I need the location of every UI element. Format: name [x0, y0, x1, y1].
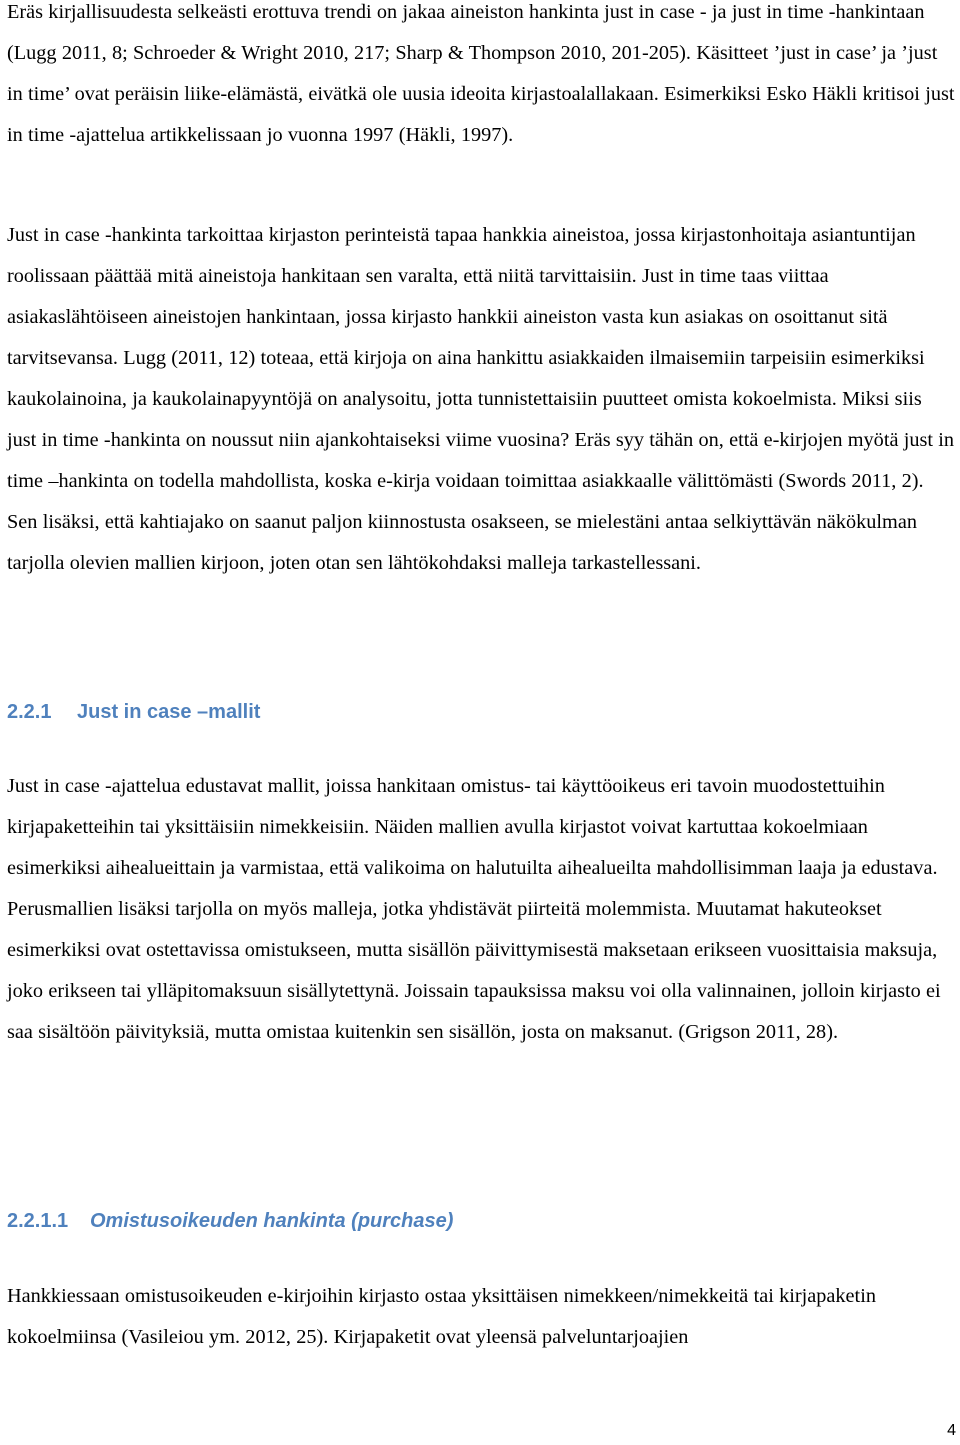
body-paragraph-purchase: Hankkiessaan omistusoikeuden e-kirjoihin kirjasto ostaa yksittäisen nimekkeen/nimekkeitä tai kirjapaketin kokoelmiinsa (Vasileiou ym. 2012, 25). Kirjapaketit ovat yleensä palveluntarjoajien	[7, 1285, 876, 1348]
page-number: 4	[947, 1422, 956, 1439]
section-number: 2.2.1	[7, 701, 52, 723]
subsection-heading-purchase	[7, 1207, 453, 1235]
body-paragraph-just-in-case-models: Just in case -ajattelua edustavat mallit, joissa hankitaan omistus- tai käyttöoikeus eri tavoin muodostettuihin kirjapaketteihin tai yksittäisiin nimekkeisiin. Näiden mallien avulla kirjastot voivat kartuttaa kokoelmiaan esimerkiksi aihealueittain ja varmistaa, että valikoima on halutuilta aihealueilta mahdollisimman laaja ja edustava. Perusmallien lisäksi tarjolla on myös malleja, jotka yhdistävät piirteitä molemmista. Muutamat hakuteokset esimerkiksi ovat ostettavissa omistukseen, mutta sisällön päivittymisestä maksetaan erikseen vuosittaisia maksuja, joko erikseen tai ylläpitomaksuun sisällytettynä. Joissain tapauksissa maksu voi olla valinnainen, jolloin kirjasto ei saa sisältöön päivityksiä, mutta omistaa kuitenkin sen sisällön, josta on maksanut. (Grigson 2011, 28).	[7, 775, 941, 1043]
subsection-title: Omistusoikeuden hankinta (purchase)	[90, 1210, 454, 1232]
body-paragraph-just-in-case-definition: Just in case -hankinta tarkoittaa kirjaston perinteistä tapaa hankkia aineistoa, jossa kirjastonhoitaja asiantuntijan roolissaan päättää mitä aineistoja hankitaan sen varalta, että niitä tarvittaisiin. Just in time taas viittaa asiakaslähtöiseen aineistojen hankintaan, jossa kirjasto hankkii aineiston vasta kun asiakas on osoittanut sitä tarvitsevansa. Lugg (2011, 12) toteaa, että kirjoja on aina hankittu asiakkaiden ilmaisemiin tarpeisiin esimerkiksi kaukolainoina, ja kaukolainapyyntöjä on analysoitu, jotta tunnistettaisiin puutteet omista kokoelmista. Miksi siis just in time -hankinta on noussut niin ajankohtaiseksi viime vuosina? Eräs syy tähän on, että e-kirjojen myötä just in time –hankinta on todella mahdollista, koska e-kirja voidaan toimittaa asiakkaalle välittömästi (Swords 2011, 2). Sen lisäksi, että kahtiajako on saanut paljon kiinnostusta osakseen, se mielestäni antaa selkiyttävän näkökulman tarjolla olevien mallien kirjoon, joten otan sen lähtökohdaksi malleja tarkastellessani.	[7, 224, 955, 574]
section-heading-just-in-case-models	[7, 698, 260, 726]
subsection-number: 2.2.1.1	[7, 1210, 69, 1232]
body-paragraph-trend: Eräs kirjallisuudesta selkeästi erottuva trendi on jakaa aineiston hankinta just in case - ja just in time -hankintaan (Lugg 2011, 8; Schroeder & Wright 2010, 217; Sharp & Thompson 2010, 201-205). Käsitteet ’just in case’ ja ’just in time’ ovat peräisin liike-elämästä, eivätkä ole uusia ideoita kirjastoalallakaan. Esimerkiksi Esko Häkli kritisoi just in time -ajattelua artikkelissaan jo vuonna 1997 (Häkli, 1997).	[7, 1, 955, 146]
section-title: Just in case –mallit	[77, 701, 261, 723]
